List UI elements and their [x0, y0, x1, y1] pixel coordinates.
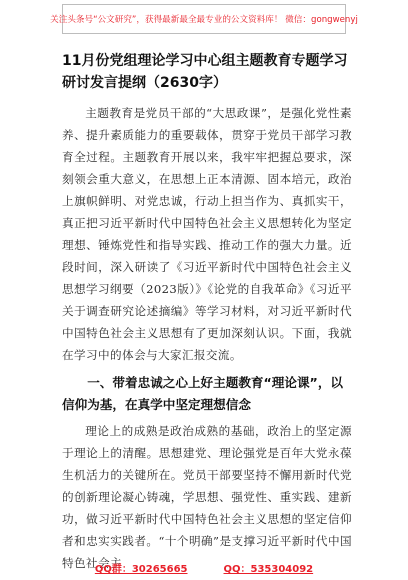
footer-contacts	[0, 560, 408, 575]
qq-group-link[interactable]: QQ群：30265665	[94, 564, 188, 575]
promo-banner	[50, 4, 358, 34]
section-paragraph: 理论上的成熟是政治成熟的基础，政治上的坚定源于理论上的清醒。思想建党、理论强党是百年大党永葆生机活力的关键所在。党员干部要坚持不懈用新时代党的创新理论凝心铸魂，学思想、强党性、重实践、建新功，做习近平新时代中国特色社会主义思想的坚定信仰者和忠实实践者。“十个明确”是支撑习近平新时代中国特色社会主	[62, 424, 352, 570]
section-heading: 一、带着忠诚之心上好主题教育“理论课”，以信仰为基，在真学中坚定理想信念	[62, 375, 344, 412]
qq-contact-link[interactable]: QQ：535304092	[223, 564, 314, 575]
word-count: （2630字）	[146, 75, 227, 91]
document-title	[62, 50, 352, 94]
intro-paragraph: 主题教育是党员干部的“大思政课”，是强化党性素养、提升素质能力的重要载体，贯穿于党员干部学习教育全过程。主题教育开展以来，我牢牢把握总要求，深刻领会重大意义，在思想上正本清源、固本培元，政治上旗帜鲜明、对党忠诚，行动上担当作为、真抓实干，真正把习近平新时代中国特色社会主义思想转化为坚定理想、锤炼党性和指导实践、推动工作的强大力量。近段时间，深入研读了《习近平新时代中国特色社会主义思想学习纲要（2023版）》《论党的自我革命》《习近平关于调查研究论述摘编》等学习材料，对习近平新时代中国特色社会主义思想有了更加深刻认识。下面，我就在学习中的体会与大家汇报交流。	[62, 106, 352, 362]
promo-banner-text: 关注头条号“公文研究”，获得最新最全最专业的公文资料库！ 微信：gongwenyj	[50, 15, 358, 25]
title-text: 11月份党组理论学习中心组主题教育专题学习研讨发言提纲	[62, 53, 348, 91]
document-body	[62, 50, 352, 574]
